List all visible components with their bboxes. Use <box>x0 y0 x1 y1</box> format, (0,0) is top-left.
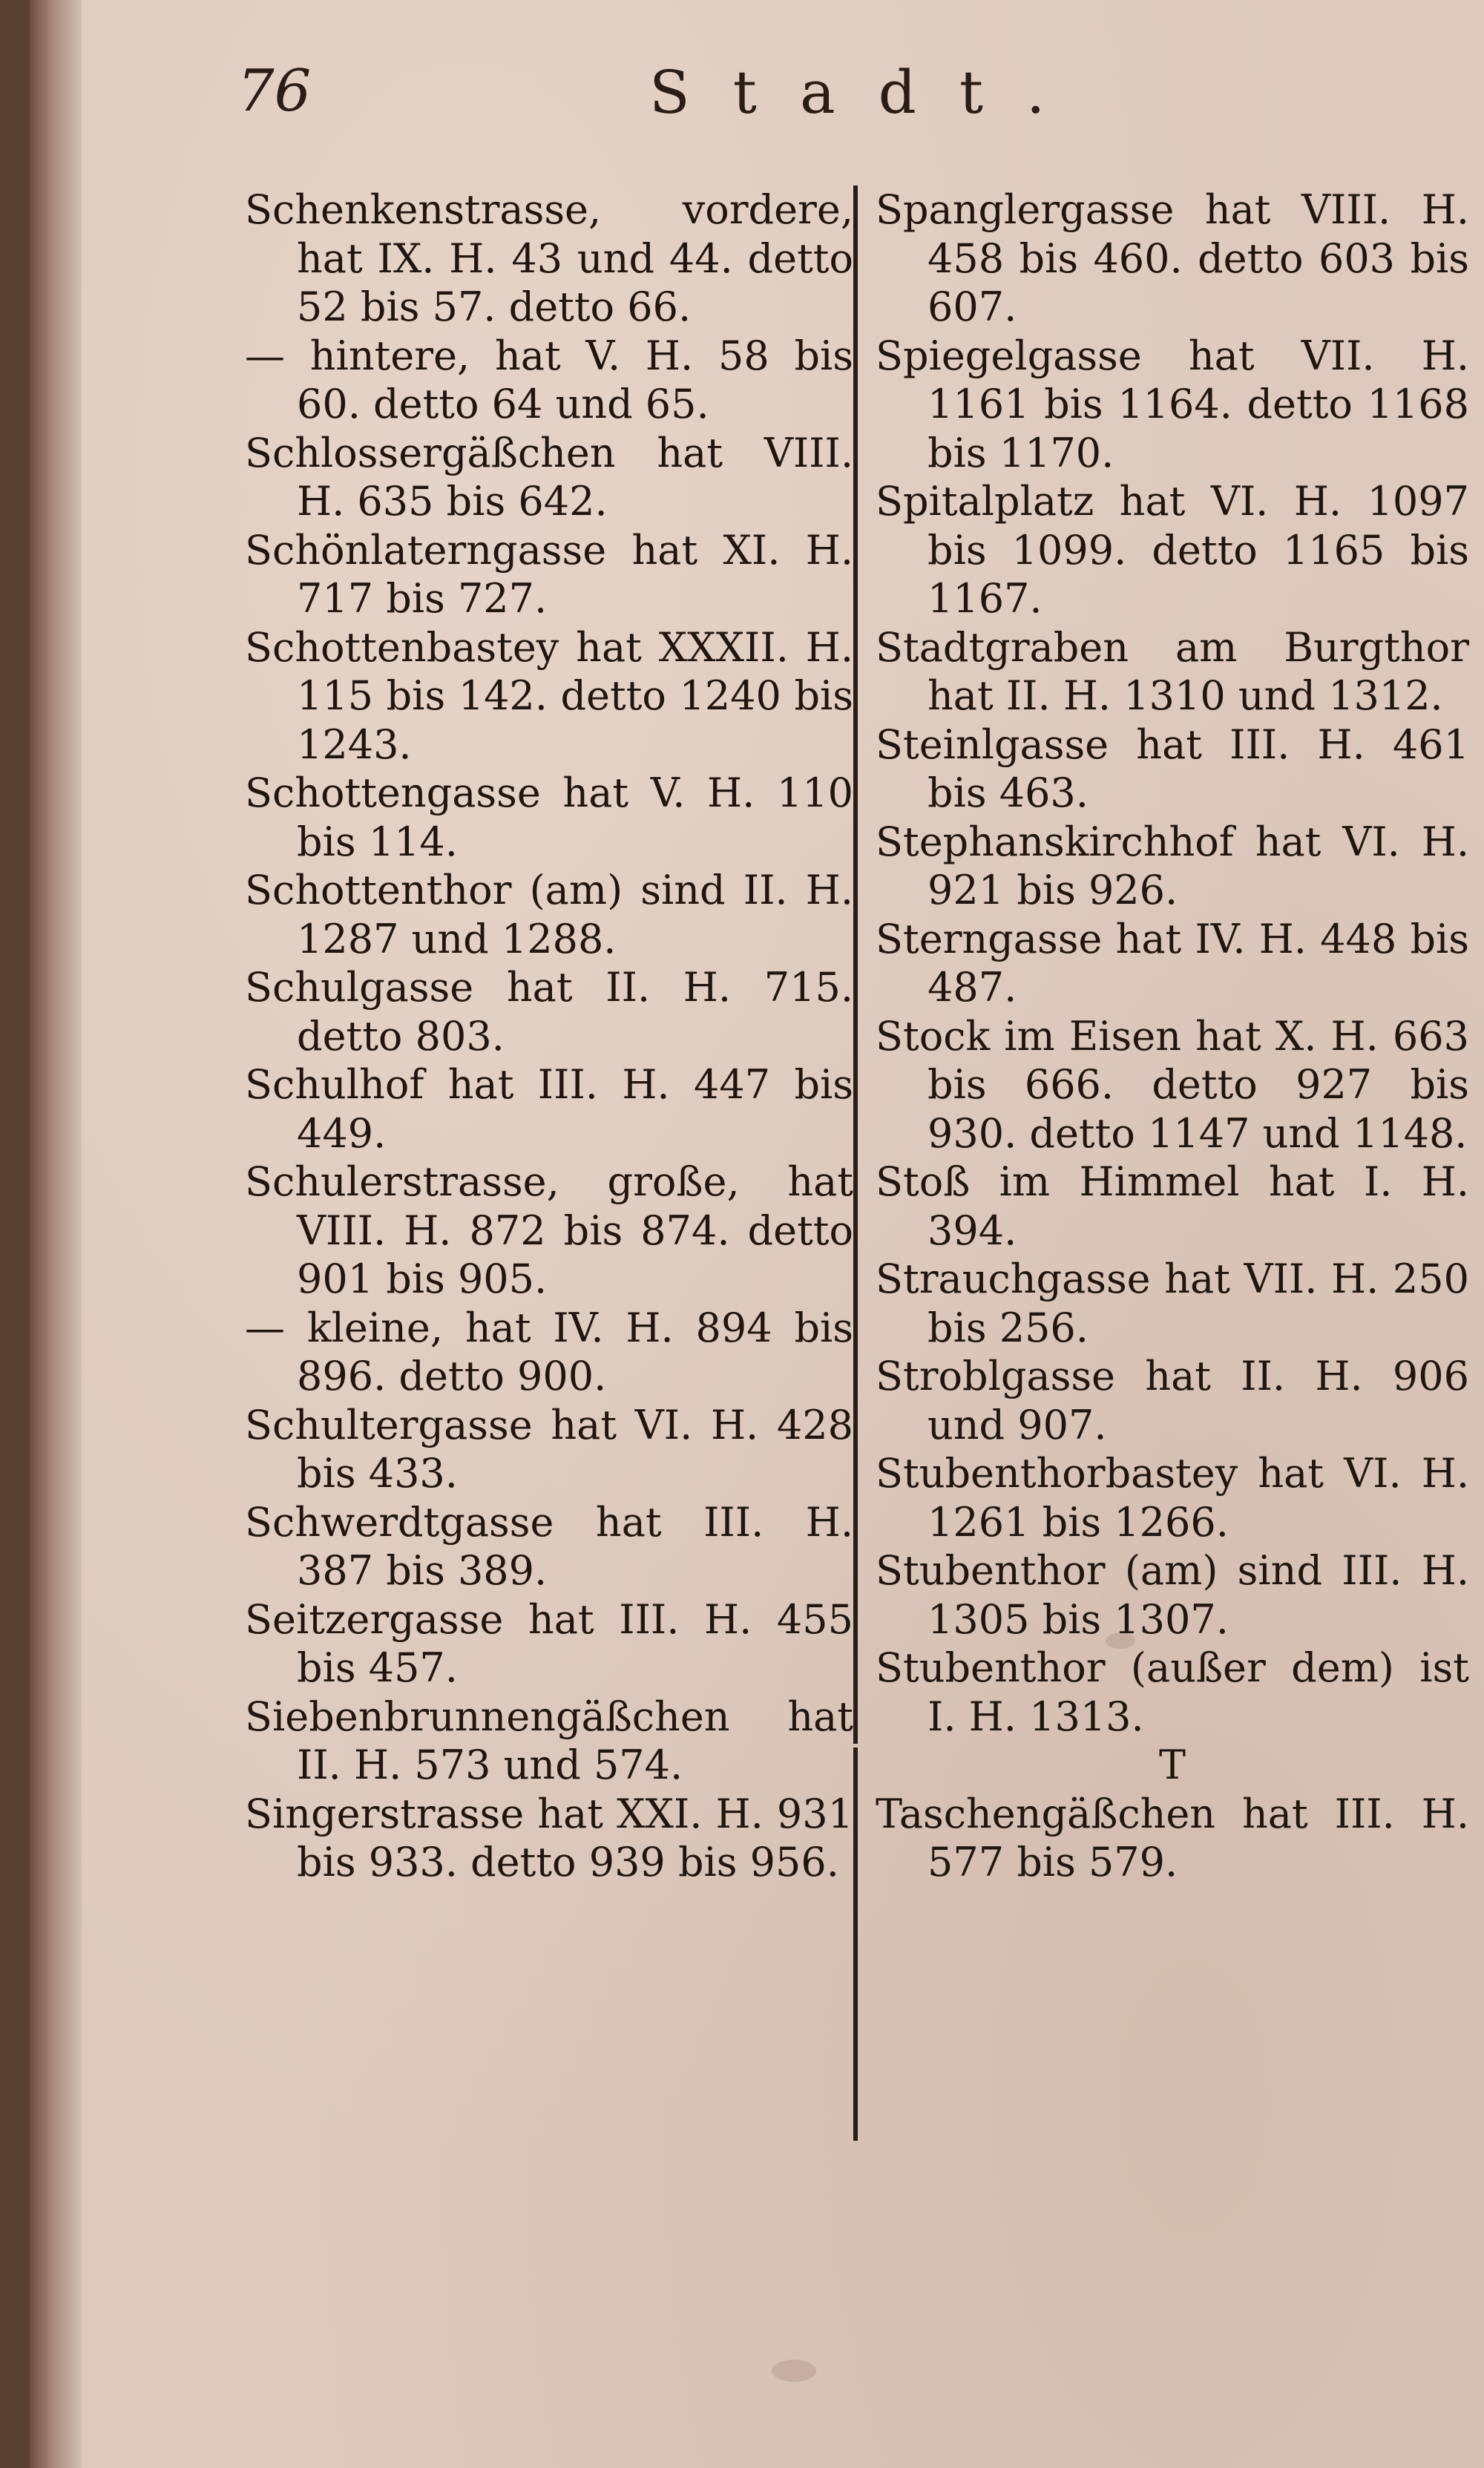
index-entry: Schottengasse hat V. H. 110 bis 114. <box>245 769 853 865</box>
index-entry: Schulhof hat III. H. 447 bis 449. <box>245 1061 853 1157</box>
index-entry: Sterngasse hat IV. H. 448 bis 487. <box>876 915 1469 1011</box>
index-entry: Schottenbastey hat XXXII. H. 115 bis 142. detto 1240 bis 1243. <box>245 623 853 768</box>
index-entry: Schönlaterngasse hat XI. H. 717 bis 727. <box>245 526 853 622</box>
index-entry: Steinlgasse hat III. H. 461 bis 463. <box>876 721 1469 816</box>
page-gutter-edge <box>30 0 82 2468</box>
index-entry: Taschengäßchen hat III. H. 577 bis 579. <box>876 1790 1469 1886</box>
index-entry: Siebenbrunnengäßchen hat II. H. 573 und 574. <box>245 1693 853 1788</box>
index-entry: Stubenthorbastey hat VI. H. 1261 bis 1266. <box>876 1450 1469 1546</box>
paper-stain <box>1106 1632 1135 1649</box>
index-entry: Stoß im Himmel hat I. H. 394. <box>876 1158 1469 1254</box>
index-entry: Stock im Eisen hat X. H. 663 bis 666. detto 927 bis 930. detto 1147 und 1148. <box>876 1012 1469 1157</box>
index-entry: Schultergasse hat VI. H. 428 bis 433. <box>245 1401 853 1497</box>
index-entry: Stubenthor (außer dem) ist I. H. 1313. <box>876 1644 1469 1740</box>
section-letter: T <box>1158 1742 1186 1788</box>
index-entry: Strauchgasse hat VII. H. 250 bis 256. <box>876 1256 1469 1351</box>
index-entry: Schulerstrasse, große, hat VIII. H. 872 bis 874. detto 901 bis 905. <box>245 1158 853 1302</box>
column-divider-rule <box>853 186 858 1744</box>
right-column <box>876 186 1469 1887</box>
index-entry: Schwerdtgasse hat III. H. 387 bis 389. <box>245 1498 853 1594</box>
index-entry: Seitzergasse hat III. H. 455 bis 457. <box>245 1595 853 1691</box>
index-entry: Spiegelgasse hat VII. H. 1161 bis 1164. detto 1168 bis 1170. <box>876 332 1469 476</box>
index-entry: Spitalplatz hat VI. H. 1097 bis 1099. detto 1165 bis 1167. <box>876 478 1469 622</box>
index-entry: Stroblgasse hat II. H. 906 und 907. <box>876 1353 1469 1448</box>
index-entry: Stubenthor (am) sind III. H. 1305 bis 1307. <box>876 1547 1469 1643</box>
index-entry: Schenkenstrasse, vordere, hat IX. H. 43 und 44. detto 52 bis 57. detto 66. <box>245 186 853 330</box>
paper-stain <box>772 2360 816 2382</box>
index-entry: Schottenthor (am) sind II. H. 1287 und 1288. <box>245 867 853 962</box>
index-entry: Schlossergäßchen hat VIII. H. 635 bis 642. <box>245 429 853 525</box>
index-entry: Singerstrasse hat XXI. H. 931 bis 933. detto 939 bis 956. <box>245 1790 853 1886</box>
index-entry: Stadtgraben am Burgthor hat II. H. 1310 und 1312. <box>876 623 1469 719</box>
index-entry: — kleine, hat IV. H. 894 bis 896. detto 900. <box>245 1304 853 1399</box>
page-number: 76 <box>237 58 312 125</box>
index-entry: — hintere, hat V. H. 58 bis 60. detto 64 und 65. <box>245 332 853 427</box>
running-head: Stadt. <box>649 58 1089 127</box>
page-header <box>223 58 1484 140</box>
index-entry: Stephanskirchhof hat VI. H. 921 bis 926. <box>876 818 1469 913</box>
index-entry: Spanglergasse hat VIII. H. 458 bis 460. detto 603 bis 607. <box>876 186 1469 330</box>
column-divider-rule <box>853 1747 858 2141</box>
left-column <box>245 186 853 1887</box>
index-entry: Schulgasse hat II. H. 715. detto 803. <box>245 964 853 1060</box>
